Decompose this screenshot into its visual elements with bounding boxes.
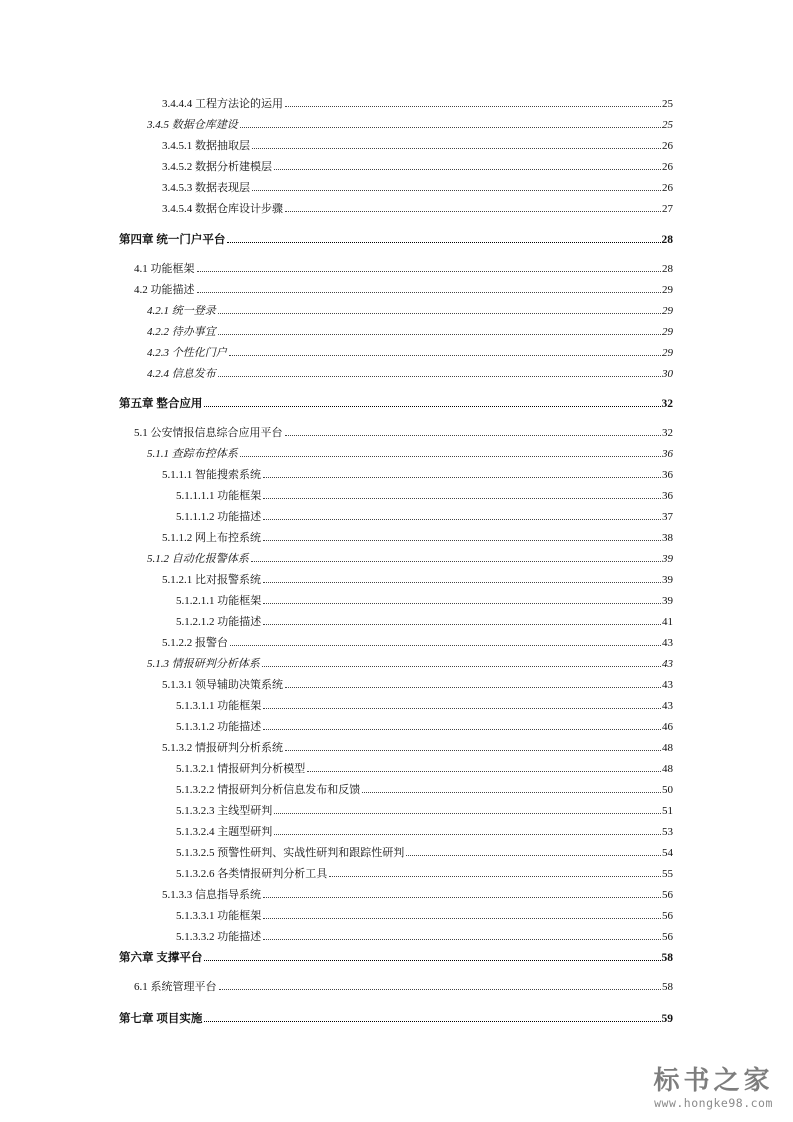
toc-entry-title: 5.1.3.2.2 情报研判分析信息发布和反馈: [176, 784, 361, 796]
toc-entry-page-number: 30: [662, 368, 673, 380]
toc-entry-page-number: 48: [662, 742, 673, 754]
toc-entry[interactable]: [162, 181, 673, 195]
toc-entry[interactable]: [176, 804, 673, 818]
toc-entry-page-number: 37: [662, 511, 673, 523]
toc-entry-page-number: 36: [662, 490, 673, 502]
watermark-logo: 标书之家: [653, 1066, 774, 1096]
dot-leader: [218, 376, 661, 377]
toc-entry-title: 5.1.3.1 领导辅助决策系统: [162, 679, 283, 691]
dot-leader: [227, 242, 660, 243]
toc-entry[interactable]: [162, 636, 673, 650]
toc-entry[interactable]: [147, 118, 673, 132]
dot-leader: [204, 406, 660, 407]
toc-entry-page-number: 43: [662, 679, 673, 691]
dot-leader: [240, 127, 661, 128]
toc-entry[interactable]: [147, 552, 673, 566]
dot-leader: [307, 771, 661, 772]
toc-entry-page-number: 27: [662, 203, 673, 215]
toc-entry[interactable]: [162, 160, 673, 174]
dot-leader: [263, 540, 661, 541]
toc-entry-page-number: 58: [662, 981, 673, 993]
toc-entry-title: 5.1.1 查踪布控体系: [147, 448, 238, 460]
toc-entry-title: 5.1.2 自动化报警体系: [147, 553, 249, 565]
toc-entry-page-number: 29: [662, 326, 673, 338]
toc-entry[interactable]: [176, 720, 673, 734]
toc-entry-title: 5.1.3 情报研判分析体系: [147, 658, 260, 670]
toc-entry-page-number: 43: [662, 637, 673, 649]
dot-leader: [274, 169, 661, 170]
toc-entry-page-number: 58: [661, 952, 673, 964]
toc-entry-page-number: 55: [662, 868, 673, 880]
toc-entry-title: 5.1.3.3.1 功能框架: [176, 910, 262, 922]
dot-leader: [219, 989, 662, 990]
toc-entry[interactable]: [162, 573, 673, 587]
toc-chapter-entry[interactable]: [119, 951, 673, 965]
toc-entry-page-number: 56: [662, 910, 673, 922]
dot-leader: [263, 603, 661, 604]
toc-entry-title: 5.1.2.1.1 功能框架: [176, 595, 262, 607]
toc-entry-title: 第四章 统一门户平台: [119, 234, 226, 246]
dot-leader: [252, 190, 661, 191]
toc-entry-title: 4.2.2 待办事宜: [147, 326, 216, 338]
toc-entry[interactable]: [176, 699, 673, 713]
toc-entry-title: 5.1.3.2.6 各类情报研判分析工具: [176, 868, 328, 880]
dot-leader: [274, 813, 661, 814]
dot-leader: [263, 519, 661, 520]
toc-entry-page-number: 38: [662, 532, 673, 544]
toc-entry-page-number: 29: [662, 347, 673, 359]
dot-leader: [274, 834, 661, 835]
toc-entry-title: 5.1.2.1.2 功能描述: [176, 616, 262, 628]
toc-entry-page-number: 39: [662, 595, 673, 607]
toc-entry-page-number: 32: [662, 427, 673, 439]
dot-leader: [263, 939, 661, 940]
toc-entry-page-number: 56: [662, 931, 673, 943]
toc-entry-page-number: 39: [662, 574, 673, 586]
toc-entry[interactable]: [134, 283, 673, 297]
toc-entry-page-number: 56: [662, 889, 673, 901]
toc-entry-page-number: 36: [662, 448, 673, 460]
toc-entry[interactable]: [176, 867, 673, 881]
toc-entry-title: 5.1.3.2.1 情报研判分析模型: [176, 763, 306, 775]
toc-entry[interactable]: [176, 510, 673, 524]
toc-entry-page-number: 26: [662, 161, 673, 173]
toc-entry-page-number: 41: [662, 616, 673, 628]
toc-entry-page-number: 53: [662, 826, 673, 838]
dot-leader: [262, 666, 661, 667]
dot-leader: [218, 334, 661, 335]
dot-leader: [251, 561, 661, 562]
toc-entry-page-number: 54: [662, 847, 673, 859]
toc-entry-title: 第七章 项目实施: [119, 1013, 203, 1025]
toc-entry-title: 6.1 系统管理平台: [134, 981, 217, 993]
toc-entry-title: 5.1.3.2 情报研判分析系统: [162, 742, 283, 754]
dot-leader: [230, 645, 661, 646]
toc-entry-page-number: 46: [662, 721, 673, 733]
toc-entry[interactable]: [176, 783, 673, 797]
toc-entry[interactable]: [147, 325, 673, 339]
toc-entry-page-number: 48: [662, 763, 673, 775]
toc-entry[interactable]: [162, 531, 673, 545]
toc-entry-title: 5.1.2.2 报警台: [162, 637, 228, 649]
toc-entry-page-number: 43: [662, 658, 673, 670]
dot-leader: [263, 477, 661, 478]
toc-entry-title: 5.1.3.3.2 功能描述: [176, 931, 262, 943]
dot-leader: [263, 498, 661, 499]
toc-entry-page-number: 29: [662, 284, 673, 296]
toc-entry-title: 3.4.5.4 数据仓库设计步骤: [162, 203, 283, 215]
watermark-url: www.hongke98.com: [654, 1096, 773, 1110]
toc-entry[interactable]: [162, 97, 673, 111]
toc-entry-title: 5.1.2.1 比对报警系统: [162, 574, 261, 586]
toc-chapter-entry[interactable]: [119, 397, 673, 411]
dot-leader: [263, 918, 661, 919]
toc-entry-title: 4.2.3 个性化门户: [147, 347, 227, 359]
toc-entry-title: 5.1.3.2.3 主线型研判: [176, 805, 273, 817]
toc-entry-title: 3.4.5.3 数据表现层: [162, 182, 250, 194]
toc-entry[interactable]: [176, 489, 673, 503]
toc-entry[interactable]: [176, 594, 673, 608]
toc-entry-title: 4.1 功能框架: [134, 263, 195, 275]
toc-entry[interactable]: [176, 846, 673, 860]
toc-entry-page-number: 26: [662, 182, 673, 194]
toc-entry-page-number: 39: [662, 553, 673, 565]
toc-entry-page-number: 28: [661, 234, 673, 246]
dot-leader: [285, 106, 661, 107]
toc-entry[interactable]: [147, 447, 673, 461]
toc-entry-page-number: 28: [662, 263, 673, 275]
toc-entry[interactable]: [176, 825, 673, 839]
toc-entry[interactable]: [176, 762, 673, 776]
toc-entry[interactable]: [147, 657, 673, 671]
toc-entry[interactable]: [162, 888, 673, 902]
toc-entry[interactable]: [176, 909, 673, 923]
dot-leader: [252, 148, 661, 149]
toc-entry[interactable]: [162, 678, 673, 692]
toc-entry[interactable]: [134, 980, 673, 994]
toc-entry-title: 4.2.1 统一登录: [147, 305, 216, 317]
dot-leader: [263, 708, 661, 709]
toc-entry-title: 第五章 整合应用: [119, 398, 203, 410]
toc-entry[interactable]: [134, 262, 673, 276]
dot-leader: [197, 271, 662, 272]
dot-leader: [204, 960, 660, 961]
toc-entry-title: 5.1.1.1.2 功能描述: [176, 511, 262, 523]
dot-leader: [406, 855, 661, 856]
toc-entry-title: 5.1.3.1.2 功能描述: [176, 721, 262, 733]
toc-entry-page-number: 43: [662, 700, 673, 712]
toc-entry-title: 3.4.5.1 数据抽取层: [162, 140, 250, 152]
toc-entry-page-number: 29: [662, 305, 673, 317]
dot-leader: [229, 355, 661, 356]
toc-entry-title: 5.1.3.2.4 主题型研判: [176, 826, 273, 838]
toc-entry-title: 5.1.3.3 信息指导系统: [162, 889, 261, 901]
toc-entry[interactable]: [147, 367, 673, 381]
dot-leader: [197, 292, 662, 293]
dot-leader: [204, 1021, 660, 1022]
watermark: [646, 1066, 781, 1110]
toc-entry-page-number: 50: [662, 784, 673, 796]
toc-entry[interactable]: [176, 930, 673, 944]
toc-entry-page-number: 25: [662, 98, 673, 110]
toc-entry-page-number: 59: [661, 1013, 673, 1025]
toc-entry-title: 5.1.1.1.1 功能框架: [176, 490, 262, 502]
dot-leader: [263, 729, 661, 730]
toc-entry-page-number: 32: [661, 398, 673, 410]
toc-entry[interactable]: [147, 304, 673, 318]
dot-leader: [285, 211, 661, 212]
toc-entry-title: 5.1.1.2 网上布控系统: [162, 532, 261, 544]
dot-leader: [240, 456, 661, 457]
toc-entry-title: 5.1 公安情报信息综合应用平台: [134, 427, 283, 439]
toc-entry-title: 3.4.4.4 工程方法论的运用: [162, 98, 283, 110]
toc-entry[interactable]: [162, 202, 673, 216]
dot-leader: [285, 435, 662, 436]
toc-entry[interactable]: [162, 741, 673, 755]
dot-leader: [285, 750, 661, 751]
toc-entry-title: 4.2 功能描述: [134, 284, 195, 296]
toc-entry[interactable]: [162, 139, 673, 153]
toc-entry[interactable]: [176, 615, 673, 629]
toc-entry-title: 4.2.4 信息发布: [147, 368, 216, 380]
dot-leader: [263, 897, 661, 898]
toc-entry-title: 3.4.5.2 数据分析建模层: [162, 161, 272, 173]
toc-entry-title: 5.1.3.2.5 预警性研判、实战性研判和跟踪性研判: [176, 847, 405, 859]
toc-entry[interactable]: [162, 468, 673, 482]
dot-leader: [329, 876, 661, 877]
toc-entry-title: 第六章 支撑平台: [119, 952, 203, 964]
dot-leader: [285, 687, 661, 688]
dot-leader: [362, 792, 661, 793]
dot-leader: [263, 582, 661, 583]
toc-entry-page-number: 26: [662, 140, 673, 152]
toc-entry-page-number: 25: [662, 119, 673, 131]
toc-entry-page-number: 51: [662, 805, 673, 817]
dot-leader: [218, 313, 661, 314]
toc-entry-title: 5.1.3.1.1 功能框架: [176, 700, 262, 712]
toc-entry-page-number: 36: [662, 469, 673, 481]
toc-entry-title: 5.1.1.1 智能搜索系统: [162, 469, 261, 481]
toc-entry[interactable]: [147, 346, 673, 360]
toc-chapter-entry[interactable]: [119, 1012, 673, 1026]
toc-chapter-entry[interactable]: [119, 233, 673, 247]
toc-entry-title: 3.4.5 数据仓库建设: [147, 119, 238, 131]
dot-leader: [263, 624, 661, 625]
toc-entry[interactable]: [134, 426, 673, 440]
